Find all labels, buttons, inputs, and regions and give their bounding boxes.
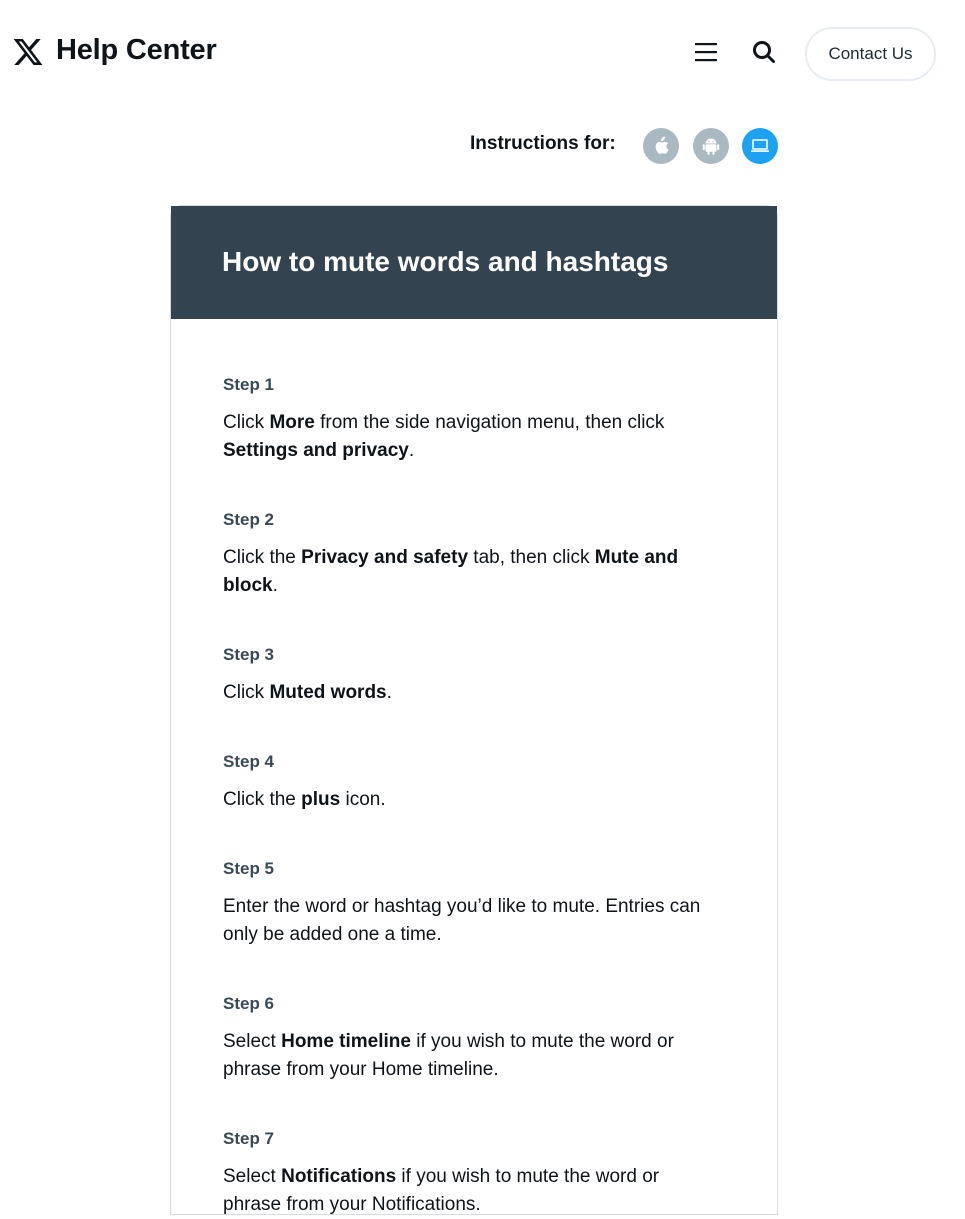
contact-us-button[interactable]: Contact Us [805,27,936,81]
android-icon [702,136,720,156]
platform-desktop-button[interactable] [742,128,778,164]
step-text-segment: from the side navigation menu, then click [314,412,665,433]
instructions-label: Instructions for: [470,133,616,154]
step-text-bold: Notifications [281,1166,397,1187]
step-text [223,544,717,600]
step-label: Step 2 [223,510,275,529]
step-text-segment: Select [223,1166,282,1187]
menu-icon[interactable] [692,38,720,66]
step-text [223,1028,717,1084]
step-text [223,786,717,814]
platform-selector [0,125,965,169]
step-text [223,409,717,465]
step-text [223,679,717,707]
step-text-bold: Privacy and safety [301,547,469,568]
step-text-bold: plus [301,789,341,810]
site-header [0,0,965,108]
step-text-bold: Muted words [269,682,387,703]
platform-android-button[interactable] [693,128,729,164]
step-label: Step 5 [223,859,275,878]
step-text-segment: . [386,682,392,703]
step-text-segment: Click the [223,547,302,568]
step-label: Step 3 [223,645,275,664]
step-text-segment: . [408,440,415,461]
step-label: Step 1 [223,375,275,394]
article-card [170,205,778,1215]
step-text-segment: Click [223,682,270,703]
laptop-icon [750,138,770,154]
step-text-bold: Settings and privacy [223,440,409,461]
step-text-segment: if you wish to mute the word or phrase from your Notifications. [223,1166,660,1215]
apple-icon [652,136,670,156]
search-icon[interactable] [750,38,778,66]
step-text-segment: if you wish to mute the word or phrase from your Home timeline. [223,1031,674,1080]
steps-list [171,319,777,1219]
step-text-segment: Click [223,412,270,433]
article-header [171,206,777,319]
step-label: Step 6 [223,994,275,1013]
brand-title[interactable]: Help Center [56,34,217,66]
step-text [223,1163,717,1219]
step-text-bold: More [269,412,315,433]
step-text-segment: icon. [340,789,386,810]
step-text [223,893,717,949]
platform-ios-button[interactable] [643,128,679,164]
step-text-segment: tab, then click [468,547,595,568]
step-text-segment: Enter the word or hashtag you’d like to mute. Entries can only be added one a time. [223,896,701,945]
step-label: Step 4 [223,752,275,771]
step-text-bold: Mute and block [223,547,679,596]
step-text-segment: Click the [223,789,302,810]
x-logo-icon[interactable] [12,36,44,68]
step-label: Step 7 [223,1129,275,1148]
step-text-bold: Home timeline [281,1031,411,1052]
step-text-segment: . [272,575,278,596]
step-text-segment: Select [223,1031,282,1052]
article-title: How to mute words and hashtags [222,246,669,277]
